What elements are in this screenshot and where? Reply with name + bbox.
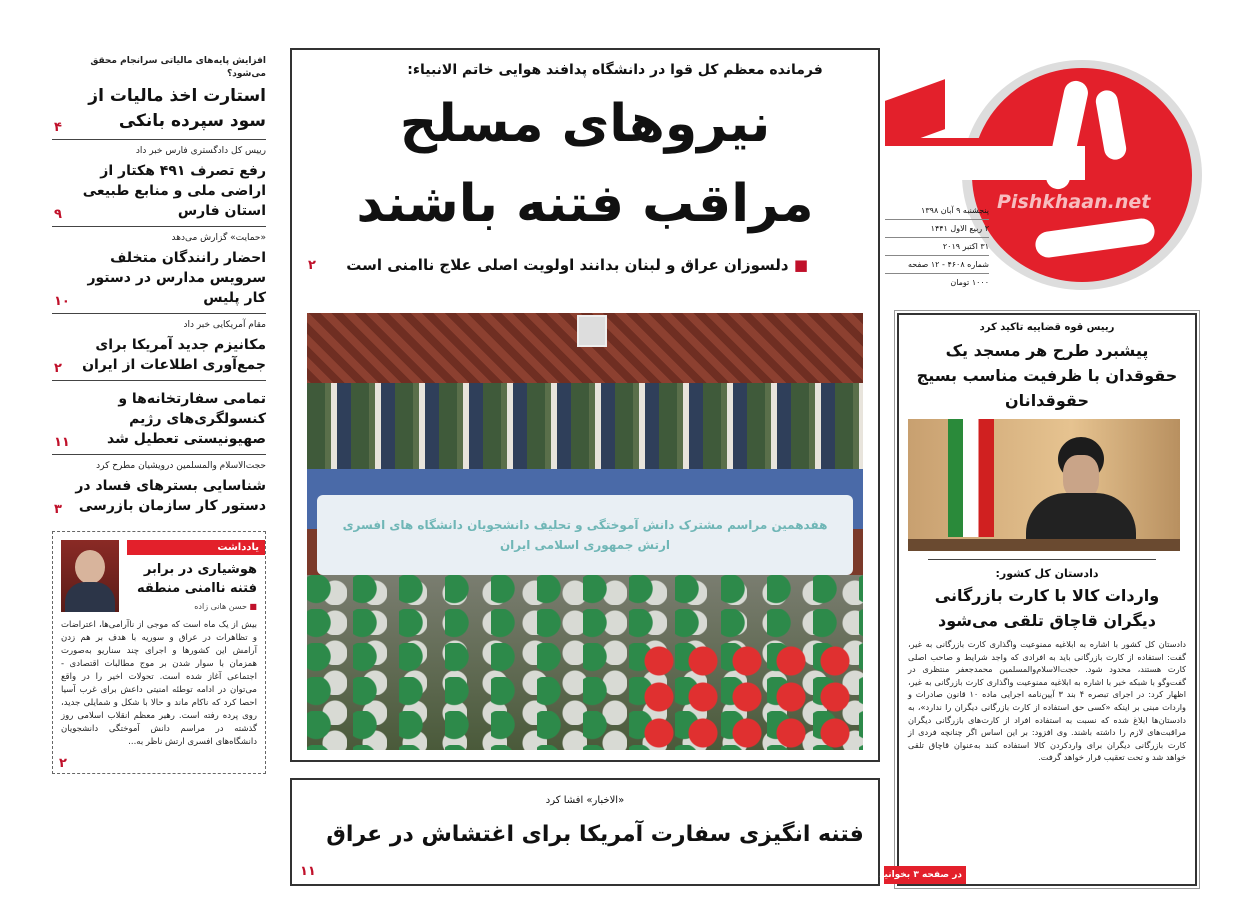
news-headline: احضار رانندگان متخلف سرویس مدارس در دستور کار پلیس: [87, 250, 266, 306]
note-tag: یادداشت: [127, 540, 265, 555]
news-kicker: افزایش پایه‌های مالیاتی سرانجام محقق می‌شود؟: [90, 56, 266, 79]
date-gregorian: ۳۱ اکتبر ۲۰۱۹: [885, 238, 989, 256]
news-item[interactable]: [52, 381, 266, 455]
date-hijri: ۲ ربیع الاول ۱۴۴۱: [885, 220, 989, 238]
main-headline-line1: نیروهای مسلح: [399, 94, 771, 154]
author-photo: [61, 540, 119, 612]
note-body: بیش از یک ماه است که موجی از ناآرامی‌ها، اعتراضات و تظاهرات در عراق و سوریه با هدف بر هم زدن آرامش این کشورها و اجرای چند سناریو به‌صورت همزمان با سوار شدن بر موج مطالبات اقتصادی - اجتماعی آغاز شده است. تحولات اخیر را در واقع می‌توان در ادامه توطئه امنیتی داعش برای غرب آسیا احصا کرد که ناکام ماند و حالا با شکل و شمایلی جدید، روی پرده رفته است. رهبر معظم انقلاب اسلامی روز گذشته در مراسم دانش آموختگی دانشجویان دانشگاه‌های افسری ارتش ناظر به...: [61, 620, 257, 747]
news-item[interactable]: [52, 140, 266, 227]
page-number: ۱۱: [54, 435, 70, 450]
news-item[interactable]: [52, 455, 266, 521]
news-headline: تمامی سفارتخانه‌ها و کنسولگری‌های رژیم صهیونیستی تعطیل شد: [107, 391, 266, 447]
news-headline: رفع تصرف ۴۹۱ هکتار از اراضی ملی و منابع طبیعی استان فارس: [82, 163, 266, 219]
date-persian: پنجشنبه ۹ آبان ۱۳۹۸: [885, 202, 989, 220]
main-kicker: فرمانده معظم کل قوا در دانشگاه پدافند هوایی خاتم الانبیاء:: [407, 62, 823, 78]
right-body: دادستان کل کشور با اشاره به ابلاغیه ممنوعیت واگذاری کارت بازرگانی به غیر، گفت: استفاده از کارت بازرگانی باید به افرادی که واجد شرایط و صاحب اصلی کارت هستند، محدود شود. حجت‌الاسلام‌والمسلمین محمدجعفر منتظری در گفت‌وگو با شبکه خبر با اشاره به ابلاغیه ممنوعیت واگذاری کارت بازرگانی به غیر، اظهار کرد: در اجرای تبصره ۴ بند ۳ آیین‌نامه اجرایی ماده ۱۰ قانون صادرات و واردات مبنی بر اینکه «کسی حق استفاده از کارت بازرگانی دیگران را ندارد»، به دادستان‌ها ابلاغ شده که نسبت به استفاده افراد از کارت‌های بازرگانی دیگران مراقبت‌های لازم را داشته باشند. وی افزود: بر این اساس اگر چنانچه فردی از کارت بازرگانی دیگران برای واردکردن کالا استفاده کنند به‌عنوان قاچاق تلقی خواهد شد و تحت تعقیب قرار خواهد گرفت.: [908, 639, 1186, 763]
page-number: ۳: [54, 502, 62, 517]
page-number: ۹: [54, 207, 62, 222]
news-kicker: مقام آمریکایی خبر داد: [183, 320, 266, 330]
main-story[interactable]: [290, 48, 880, 762]
main-headline-line2: مراقب فتنه باشند: [356, 174, 814, 234]
news-kicker: رییس کل دادگستری فارس خبر داد: [135, 146, 266, 156]
raisi-photo: [908, 419, 1180, 551]
issue-info: [885, 202, 989, 291]
right-headline-2: واردات کالا با کارت بازرگانی دیگران قاچاق تلقی می‌شود: [934, 586, 1160, 630]
left-news-column: [52, 50, 266, 774]
page-number: ۱۰: [54, 294, 70, 309]
right-headline-1: پیشبرد طرح هر مسجد یک حقوقدان با ظرفیت مناسب بسیج حقوقدانان: [916, 341, 1178, 410]
note-author: ■ حسن هانی زاده: [194, 602, 257, 611]
right-kicker-2: دادستان کل کشور:: [995, 567, 1099, 580]
note-title: هوشیاری در برابر فتنه ناامنی منطقه: [136, 562, 257, 596]
news-headline: مکانیزم جدید آمریکا برای جمع‌آوری اطلاعات از ایران: [82, 337, 266, 373]
news-headline: شناسایی بسترهای فساد در دستور کار سازمان بازرسی: [75, 478, 266, 514]
news-item[interactable]: [52, 227, 266, 314]
divider: [928, 559, 1156, 560]
page-number: ۱۱: [300, 864, 316, 879]
main-photo: [307, 313, 863, 750]
price: ۱۰۰۰ تومان: [950, 278, 989, 287]
news-headline: استارت اخذ مالیات از سود سپرده بانکی: [88, 86, 266, 131]
right-kicker-1: رییس قوه قضاییه تاکید کرد: [979, 322, 1115, 333]
right-stories[interactable]: [897, 313, 1197, 886]
page-number: ۲: [59, 756, 67, 771]
issue-number: شماره ۴۶۰۸ - ۱۲ صفحه: [885, 256, 989, 274]
photo-banner-text: هفدهمین مراسم مشترک دانش آموختگی و تحلیف دانشجویان دانشگاه های افسری: [342, 518, 828, 532]
photo-banner-text: ارتش جمهوری اسلامی ایران: [499, 538, 671, 552]
news-kicker: حجت‌الاسلام والمسلمین درویشیان مطرح کرد: [96, 461, 266, 471]
bottom-story[interactable]: [290, 778, 880, 886]
news-kicker: «حمایت» گزارش می‌دهد: [171, 233, 266, 243]
main-subhead: ■ دلسوزان عراق و لبنان بدانند اولویت اصلی علاج ناامنی است: [346, 256, 808, 274]
page-number: ۲: [54, 361, 62, 376]
page-number: ۴: [54, 120, 62, 135]
read-more-tag[interactable]: در صفحه ۳ بخوانید: [884, 866, 966, 884]
watermark: Pishkhaan.net: [997, 191, 1151, 213]
bottom-headline: فتنه انگیزی سفارت آمریکا برای اغتشاش در عراق: [326, 822, 864, 847]
page-number: ۲: [308, 257, 316, 273]
news-item[interactable]: [52, 314, 266, 381]
news-item[interactable]: [52, 50, 266, 140]
opinion-note[interactable]: [52, 531, 266, 774]
bottom-kicker: «الاخبار» افشا کرد: [545, 795, 625, 806]
